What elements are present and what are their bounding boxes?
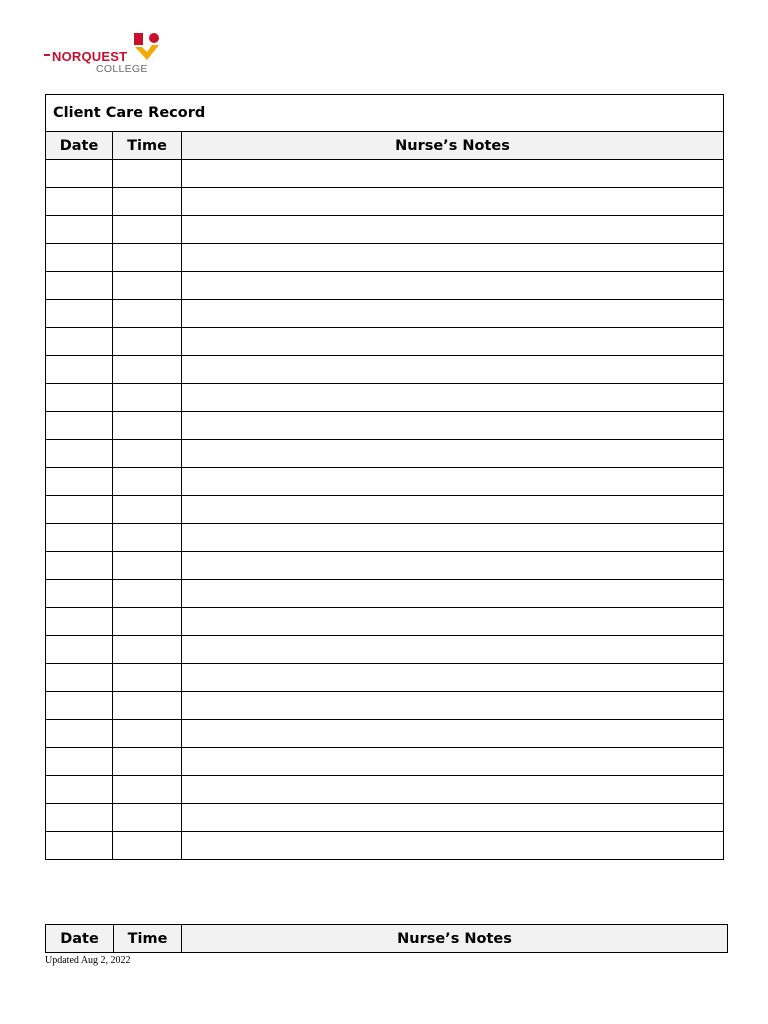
column-header-nurses-notes: Nurse’s Notes: [182, 132, 724, 160]
notes-cell[interactable]: [182, 524, 724, 552]
table-row: [46, 244, 724, 272]
time-cell[interactable]: [113, 356, 182, 384]
table-row: [46, 300, 724, 328]
column-header-time: Time: [113, 132, 182, 160]
table-row: [46, 552, 724, 580]
table-row: [46, 720, 724, 748]
time-cell[interactable]: [113, 440, 182, 468]
notes-cell[interactable]: [182, 636, 724, 664]
time-cell[interactable]: [113, 272, 182, 300]
notes-cell[interactable]: [182, 776, 724, 804]
table-row: [46, 216, 724, 244]
time-cell[interactable]: [113, 468, 182, 496]
date-cell[interactable]: [46, 160, 113, 188]
notes-cell[interactable]: [182, 804, 724, 832]
date-cell[interactable]: [46, 272, 113, 300]
table-row: [46, 692, 724, 720]
date-cell[interactable]: [46, 776, 113, 804]
time-cell[interactable]: [113, 524, 182, 552]
table-row: [46, 188, 724, 216]
logo-emblem-icon: [132, 32, 162, 62]
table-row: [46, 748, 724, 776]
date-cell[interactable]: [46, 188, 113, 216]
continuation-table: [45, 924, 728, 953]
table-row: [46, 440, 724, 468]
table-row: [46, 804, 724, 832]
time-cell[interactable]: [113, 216, 182, 244]
notes-cell[interactable]: [182, 216, 724, 244]
date-cell[interactable]: [46, 580, 113, 608]
date-cell[interactable]: [46, 412, 113, 440]
notes-cell[interactable]: [182, 552, 724, 580]
date-cell[interactable]: [46, 832, 113, 860]
logo-dash: [44, 54, 50, 56]
date-cell[interactable]: [46, 804, 113, 832]
table-row: [46, 272, 724, 300]
table-row: [46, 608, 724, 636]
table-row: [46, 580, 724, 608]
date-cell[interactable]: [46, 608, 113, 636]
time-cell[interactable]: [113, 720, 182, 748]
date-cell[interactable]: [46, 720, 113, 748]
notes-cell[interactable]: [182, 356, 724, 384]
notes-cell[interactable]: [182, 412, 724, 440]
time-cell[interactable]: [113, 384, 182, 412]
form-title: Client Care Record: [46, 95, 724, 132]
time-cell[interactable]: [113, 496, 182, 524]
date-cell[interactable]: [46, 356, 113, 384]
record-rows: [46, 160, 724, 860]
notes-cell[interactable]: [182, 748, 724, 776]
date-cell[interactable]: [46, 244, 113, 272]
notes-cell[interactable]: [182, 496, 724, 524]
time-cell[interactable]: [113, 412, 182, 440]
time-cell[interactable]: [113, 552, 182, 580]
notes-cell[interactable]: [182, 664, 724, 692]
notes-cell[interactable]: [182, 720, 724, 748]
date-cell[interactable]: [46, 496, 113, 524]
time-cell[interactable]: [113, 776, 182, 804]
date-cell[interactable]: [46, 552, 113, 580]
time-cell[interactable]: [113, 580, 182, 608]
notes-cell[interactable]: [182, 384, 724, 412]
column-header-date: Date: [46, 132, 113, 160]
time-cell[interactable]: [113, 188, 182, 216]
table-row: [46, 384, 724, 412]
continuation-header-date: Date: [46, 925, 114, 953]
logo-wordmark-college: COLLEGE: [96, 63, 148, 75]
notes-cell[interactable]: [182, 580, 724, 608]
table-row: [46, 160, 724, 188]
time-cell[interactable]: [113, 832, 182, 860]
notes-cell[interactable]: [182, 188, 724, 216]
time-cell[interactable]: [113, 636, 182, 664]
notes-cell[interactable]: [182, 832, 724, 860]
time-cell[interactable]: [113, 664, 182, 692]
table-row: [46, 832, 724, 860]
date-cell[interactable]: [46, 440, 113, 468]
table-row: [46, 412, 724, 440]
table-row: [46, 524, 724, 552]
date-cell[interactable]: [46, 748, 113, 776]
notes-cell[interactable]: [182, 300, 724, 328]
table-row: [46, 468, 724, 496]
time-cell[interactable]: [113, 608, 182, 636]
table-row: [46, 356, 724, 384]
client-care-record-table: [45, 94, 724, 860]
notes-cell[interactable]: [182, 440, 724, 468]
table-row: [46, 328, 724, 356]
notes-cell[interactable]: [182, 692, 724, 720]
table-row: [46, 776, 724, 804]
notes-cell[interactable]: [182, 244, 724, 272]
date-cell[interactable]: [46, 328, 113, 356]
notes-cell[interactable]: [182, 468, 724, 496]
date-cell[interactable]: [46, 216, 113, 244]
table-row: [46, 636, 724, 664]
date-cell[interactable]: [46, 300, 113, 328]
time-cell[interactable]: [113, 328, 182, 356]
time-cell[interactable]: [113, 692, 182, 720]
time-cell[interactable]: [113, 748, 182, 776]
date-cell[interactable]: [46, 468, 113, 496]
notes-cell[interactable]: [182, 608, 724, 636]
date-cell[interactable]: [46, 384, 113, 412]
college-logo: [44, 32, 164, 78]
date-cell[interactable]: [46, 636, 113, 664]
continuation-header-time: Time: [114, 925, 182, 953]
logo-wordmark-norquest: NORQUEST: [52, 49, 128, 64]
updated-date-note: Updated Aug 2, 2022: [45, 955, 131, 966]
notes-cell[interactable]: [182, 272, 724, 300]
time-cell[interactable]: [113, 244, 182, 272]
continuation-header-nurses-notes: Nurse’s Notes: [182, 925, 728, 953]
date-cell[interactable]: [46, 524, 113, 552]
time-cell[interactable]: [113, 160, 182, 188]
table-row: [46, 664, 724, 692]
time-cell[interactable]: [113, 804, 182, 832]
notes-cell[interactable]: [182, 160, 724, 188]
time-cell[interactable]: [113, 300, 182, 328]
date-cell[interactable]: [46, 692, 113, 720]
table-row: [46, 496, 724, 524]
date-cell[interactable]: [46, 664, 113, 692]
notes-cell[interactable]: [182, 328, 724, 356]
